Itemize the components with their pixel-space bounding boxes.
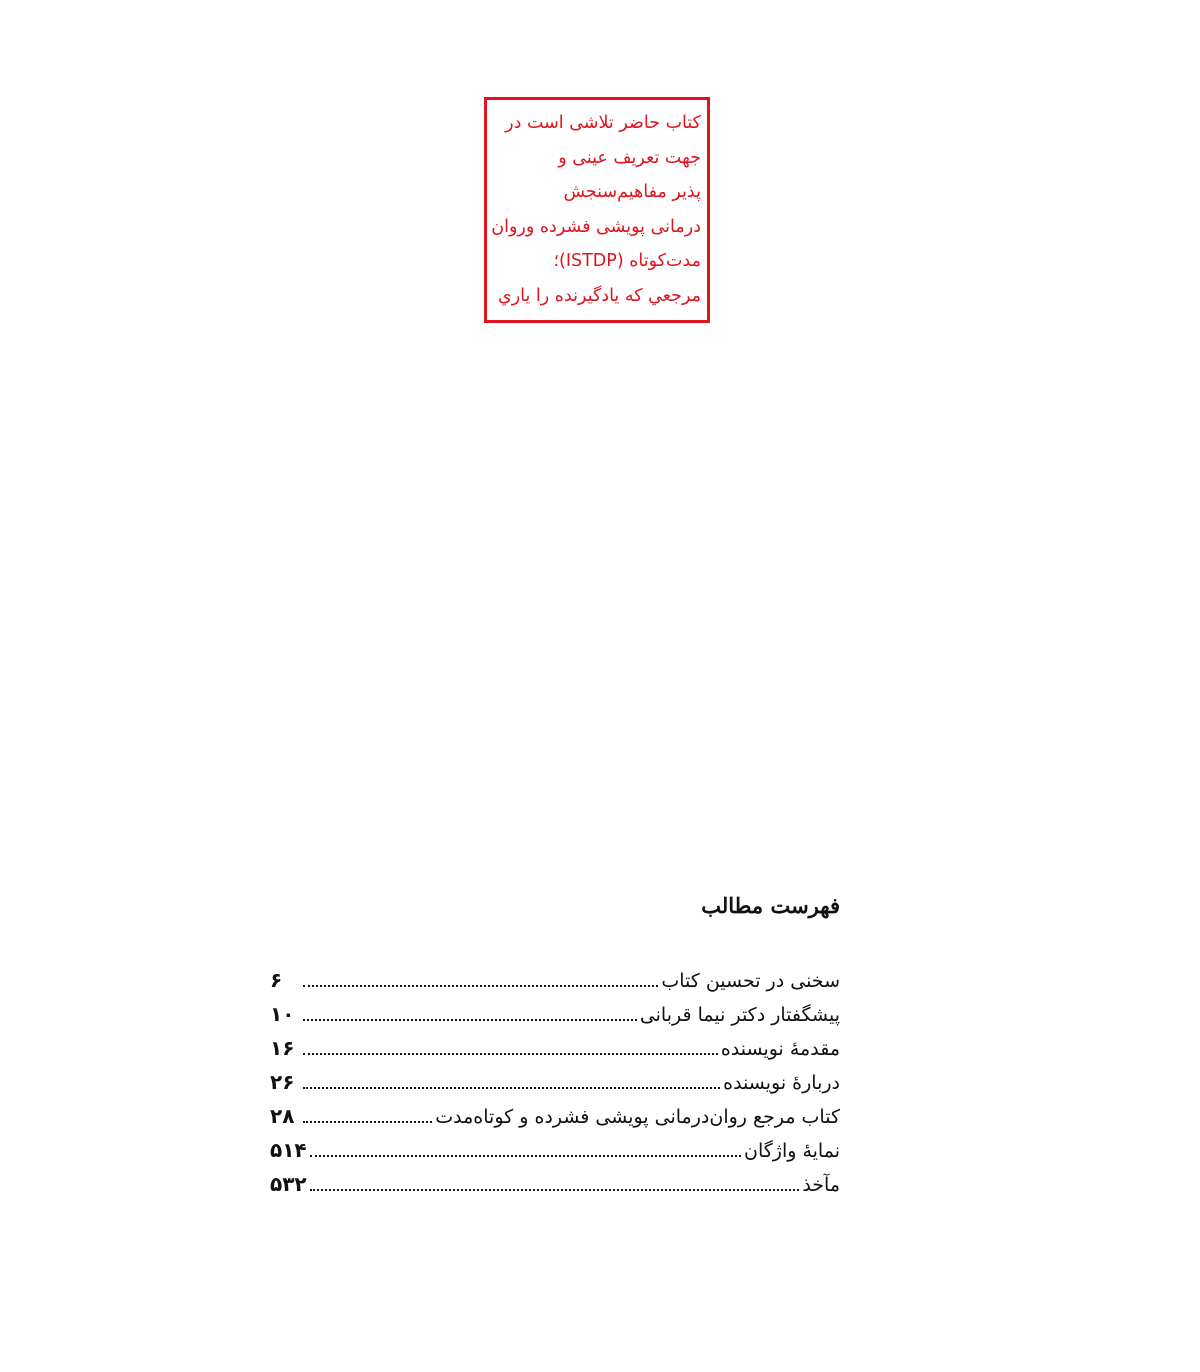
toc-entry-label: مقدمهٔ نویسنده [720, 1038, 840, 1060]
toc-leader-dots [303, 1018, 637, 1021]
toc-leader-dots [303, 1052, 718, 1055]
notice-line: مدت‌کوتاه (ISTDP)؛ [553, 251, 701, 271]
notice-box [484, 97, 710, 323]
toc-entry-page: ۶ [270, 968, 283, 992]
table-of-contents [270, 968, 840, 1206]
notice-line: کتاب حاضر تلاشی است در [505, 113, 701, 133]
toc-entry[interactable] [270, 1172, 840, 1206]
toc-leader-dots [303, 1120, 432, 1123]
toc-entry[interactable] [270, 1138, 840, 1172]
toc-title: فهرست مطالب [701, 893, 840, 918]
toc-leader-dots [303, 984, 658, 987]
notice-line: درمانی پویشی فشرده وروان [491, 216, 701, 237]
notice-line: پذیر مفاهیم‌سنجش [563, 182, 701, 202]
toc-leader-dots [310, 1154, 741, 1157]
toc-entry-label: نمایهٔ واژگان [744, 1140, 840, 1162]
toc-entry-page: ۲۶ [270, 1070, 295, 1094]
toc-entry-label: سخنی در تحسین کتاب [661, 970, 840, 992]
toc-entry[interactable] [270, 968, 840, 1002]
toc-entry-page: ۲۸ [270, 1104, 295, 1128]
toc-leader-dots [303, 1086, 720, 1089]
toc-entry-label: دربارهٔ نویسنده [723, 1072, 840, 1094]
toc-entry-label: پیشگفتار دکتر نیما قربانی [639, 1004, 840, 1026]
notice-line: جهت تعریف عینی و [558, 147, 701, 168]
notice-line: مرجعي که يادگيرنده را ياري [498, 285, 701, 306]
toc-entry-label: کتاب مرجع روان‌درمانی پویشی فشرده و کوتاه‌مدت [435, 1106, 840, 1128]
toc-entry[interactable] [270, 1002, 840, 1036]
toc-entry-label: مآخذ [802, 1174, 840, 1196]
toc-entry-page: ۵۳۲ [270, 1172, 307, 1196]
toc-entry[interactable] [270, 1070, 840, 1104]
toc-entry-page: ۱۰ [270, 1002, 295, 1026]
toc-entry[interactable] [270, 1104, 840, 1138]
toc-entry[interactable] [270, 1036, 840, 1070]
toc-entry-page: ۱۶ [270, 1036, 295, 1060]
toc-entry-page: ۵۱۴ [270, 1138, 307, 1162]
toc-leader-dots [310, 1188, 800, 1191]
